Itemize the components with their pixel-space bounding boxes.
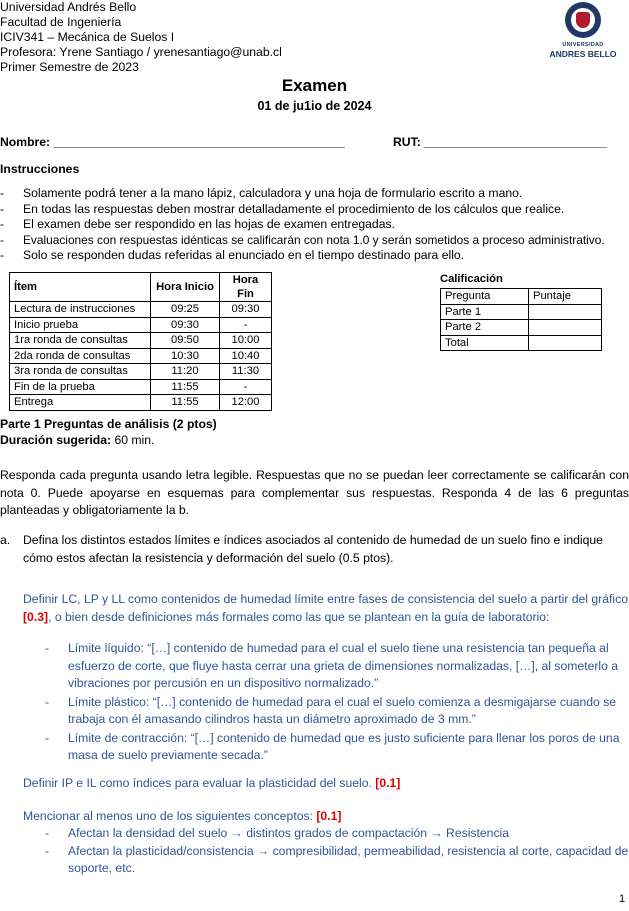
limits-definitions-list: [45, 640, 629, 765]
header-professor: Profesora: Yrene Santiago / yrenesantiago@unab.cl: [0, 45, 282, 59]
table-header-row: [441, 289, 602, 305]
table-row: Total: [441, 335, 602, 351]
list-item: - Afectan la plasticidad/consistencia → compresibilidad, permeabilidad, resistencia al corte, capacidad de soporte, etc.: [45, 843, 629, 875]
header-cell: Hora Fin: [220, 273, 272, 302]
table-row: Entrega 11:55 12:00: [10, 395, 272, 411]
duration-value: 60 min.: [111, 433, 155, 447]
name-field: [0, 135, 345, 149]
grading-caption: Calificación: [440, 273, 503, 285]
header-university: Universidad Andrés Bello: [0, 0, 137, 14]
list-item: - Límite líquido: “[…] contenido de humedad para el cual el suelo tiene una resistencia tan pequeña al esfuerzo de corte, que fluye hasta cerrar una grieta de dimensiones normalizadas, […], al someterlo a vibraciones por percusión en un dispositivo normalizado.”: [45, 641, 619, 690]
table-row: Parte 1: [441, 304, 602, 320]
page-number: 1: [619, 893, 626, 905]
name-line: ___________________________________________: [53, 135, 345, 149]
table-row: Parte 2: [441, 320, 602, 336]
exam-title: Examen: [281, 76, 348, 95]
logo-text-bottom: ANDRES BELLO: [549, 49, 617, 59]
points-badge: [0.1]: [375, 776, 401, 790]
seal-icon: [565, 2, 601, 38]
instruction-item: - Evaluaciones con respuestas idénticas se calificarán con nota 1.0 y serán sometidos a proceso administrativo.: [0, 232, 605, 247]
header-cell: Ítem: [10, 273, 151, 302]
document-header: [0, 0, 282, 75]
instructions-list: [0, 186, 629, 264]
instructions-heading: Instrucciones: [0, 162, 80, 176]
table-row: 2da ronda de consultas 10:30 10:40: [10, 348, 272, 364]
header-faculty: Facultad de Ingeniería: [0, 15, 122, 29]
header-cell: Pregunta: [441, 289, 529, 305]
table-row: Inicio prueba 09:30 -: [10, 317, 272, 333]
part1-title: Parte 1 Preguntas de análisis (2 ptos): [0, 417, 217, 431]
answer-paragraph-3: Mencionar al menos uno de los siguientes conceptos: [0.1]: [23, 809, 342, 823]
answer-paragraph-1: Definir LC, LP y LL como contenidos de humedad límite entre fases de consistencia del suelo a partir del gráfico [0.3], o bien desde definiciones más formales como las que se plantean en la guía de laboratorio:: [23, 592, 628, 624]
header-cell: Puntaje: [529, 289, 602, 305]
list-item: - Afectan la densidad del suelo → distintos grados de compactación → Resistencia: [45, 826, 510, 840]
concepts-list: [45, 825, 629, 878]
exam-date: 01 de ju1io de 2024: [257, 99, 372, 113]
name-label: Nombre:: [0, 135, 51, 149]
part1-intro: Responda cada pregunta usando letra legible. Respuestas que no se puedan leer correctamente se calificarán con nota 0. Puede apoyarse en esquemas para complementar sus respuestas. Responda 4 de las 6 preguntas planteadas y obligatoriamente la b.: [0, 468, 629, 517]
part1-duration: [0, 433, 154, 447]
rut-field: [393, 135, 607, 149]
duration-label: Duración sugerida:: [0, 433, 112, 447]
points-badge: [0.3]: [23, 609, 49, 624]
table-row: 3ra ronda de consultas 11:20 11:30: [10, 364, 272, 380]
header-semester: Primer Semestre de 2023: [0, 60, 139, 74]
grading-table: [440, 288, 602, 351]
list-item: - Límite plástico: “[…] contenido de humedad para el cual el suelo comienza a desmigajarse cuando se trabaja con él amasando cilindros hasta un diámetro aproximado de 3 mm.”: [45, 694, 617, 726]
header-course: ICIV341 – Mecánica de Suelos I: [0, 30, 175, 44]
table-row: 1ra ronda de consultas 09:50 10:00: [10, 333, 272, 349]
question-a-text: Defina los distintos estados límites e índices asociados al contenido de humedad de un suelo fino e indique cómo estos afectan la resistencia y deformación del suelo (0.5 ptos).: [23, 533, 603, 565]
points-badge: [0.1]: [316, 809, 342, 823]
table-row: Lectura de instrucciones 09:25 09:30: [10, 302, 272, 318]
rut-line: ___________________________: [424, 135, 608, 149]
question-a-marker: a.: [0, 533, 11, 547]
instruction-item: - El examen debe ser respondido en las hojas de examen entregadas.: [0, 217, 395, 231]
header-cell: Hora Inicio: [151, 273, 220, 302]
logo-text-top: UNIVERSIDAD: [562, 42, 604, 48]
table-header-row: [10, 273, 272, 302]
table-row: Fin de la prueba 11:55 -: [10, 379, 272, 395]
answer-paragraph-2: Definir IP e IL como índices para evaluar la plasticidad del suelo. [0.1]: [23, 776, 401, 790]
rut-label: RUT:: [393, 135, 421, 149]
instruction-item: - En todas las respuestas deben mostrar detalladamente el procedimiento de los cálculos que realice.: [0, 201, 565, 216]
schedule-table: [9, 272, 272, 411]
instruction-item: - Solamente podrá tener a la mano lápiz, calculadora y una hoja de formulario escrito a mano.: [0, 186, 523, 200]
instruction-item: - Solo se responden dudas referidas al enunciado en el tiempo destinado para ello.: [0, 248, 465, 262]
list-item: - Límite de contracción: “[…] contenido de humedad que es justo suficiente para llenar los poros de una masa de suelo previamente secada.”: [45, 730, 620, 762]
